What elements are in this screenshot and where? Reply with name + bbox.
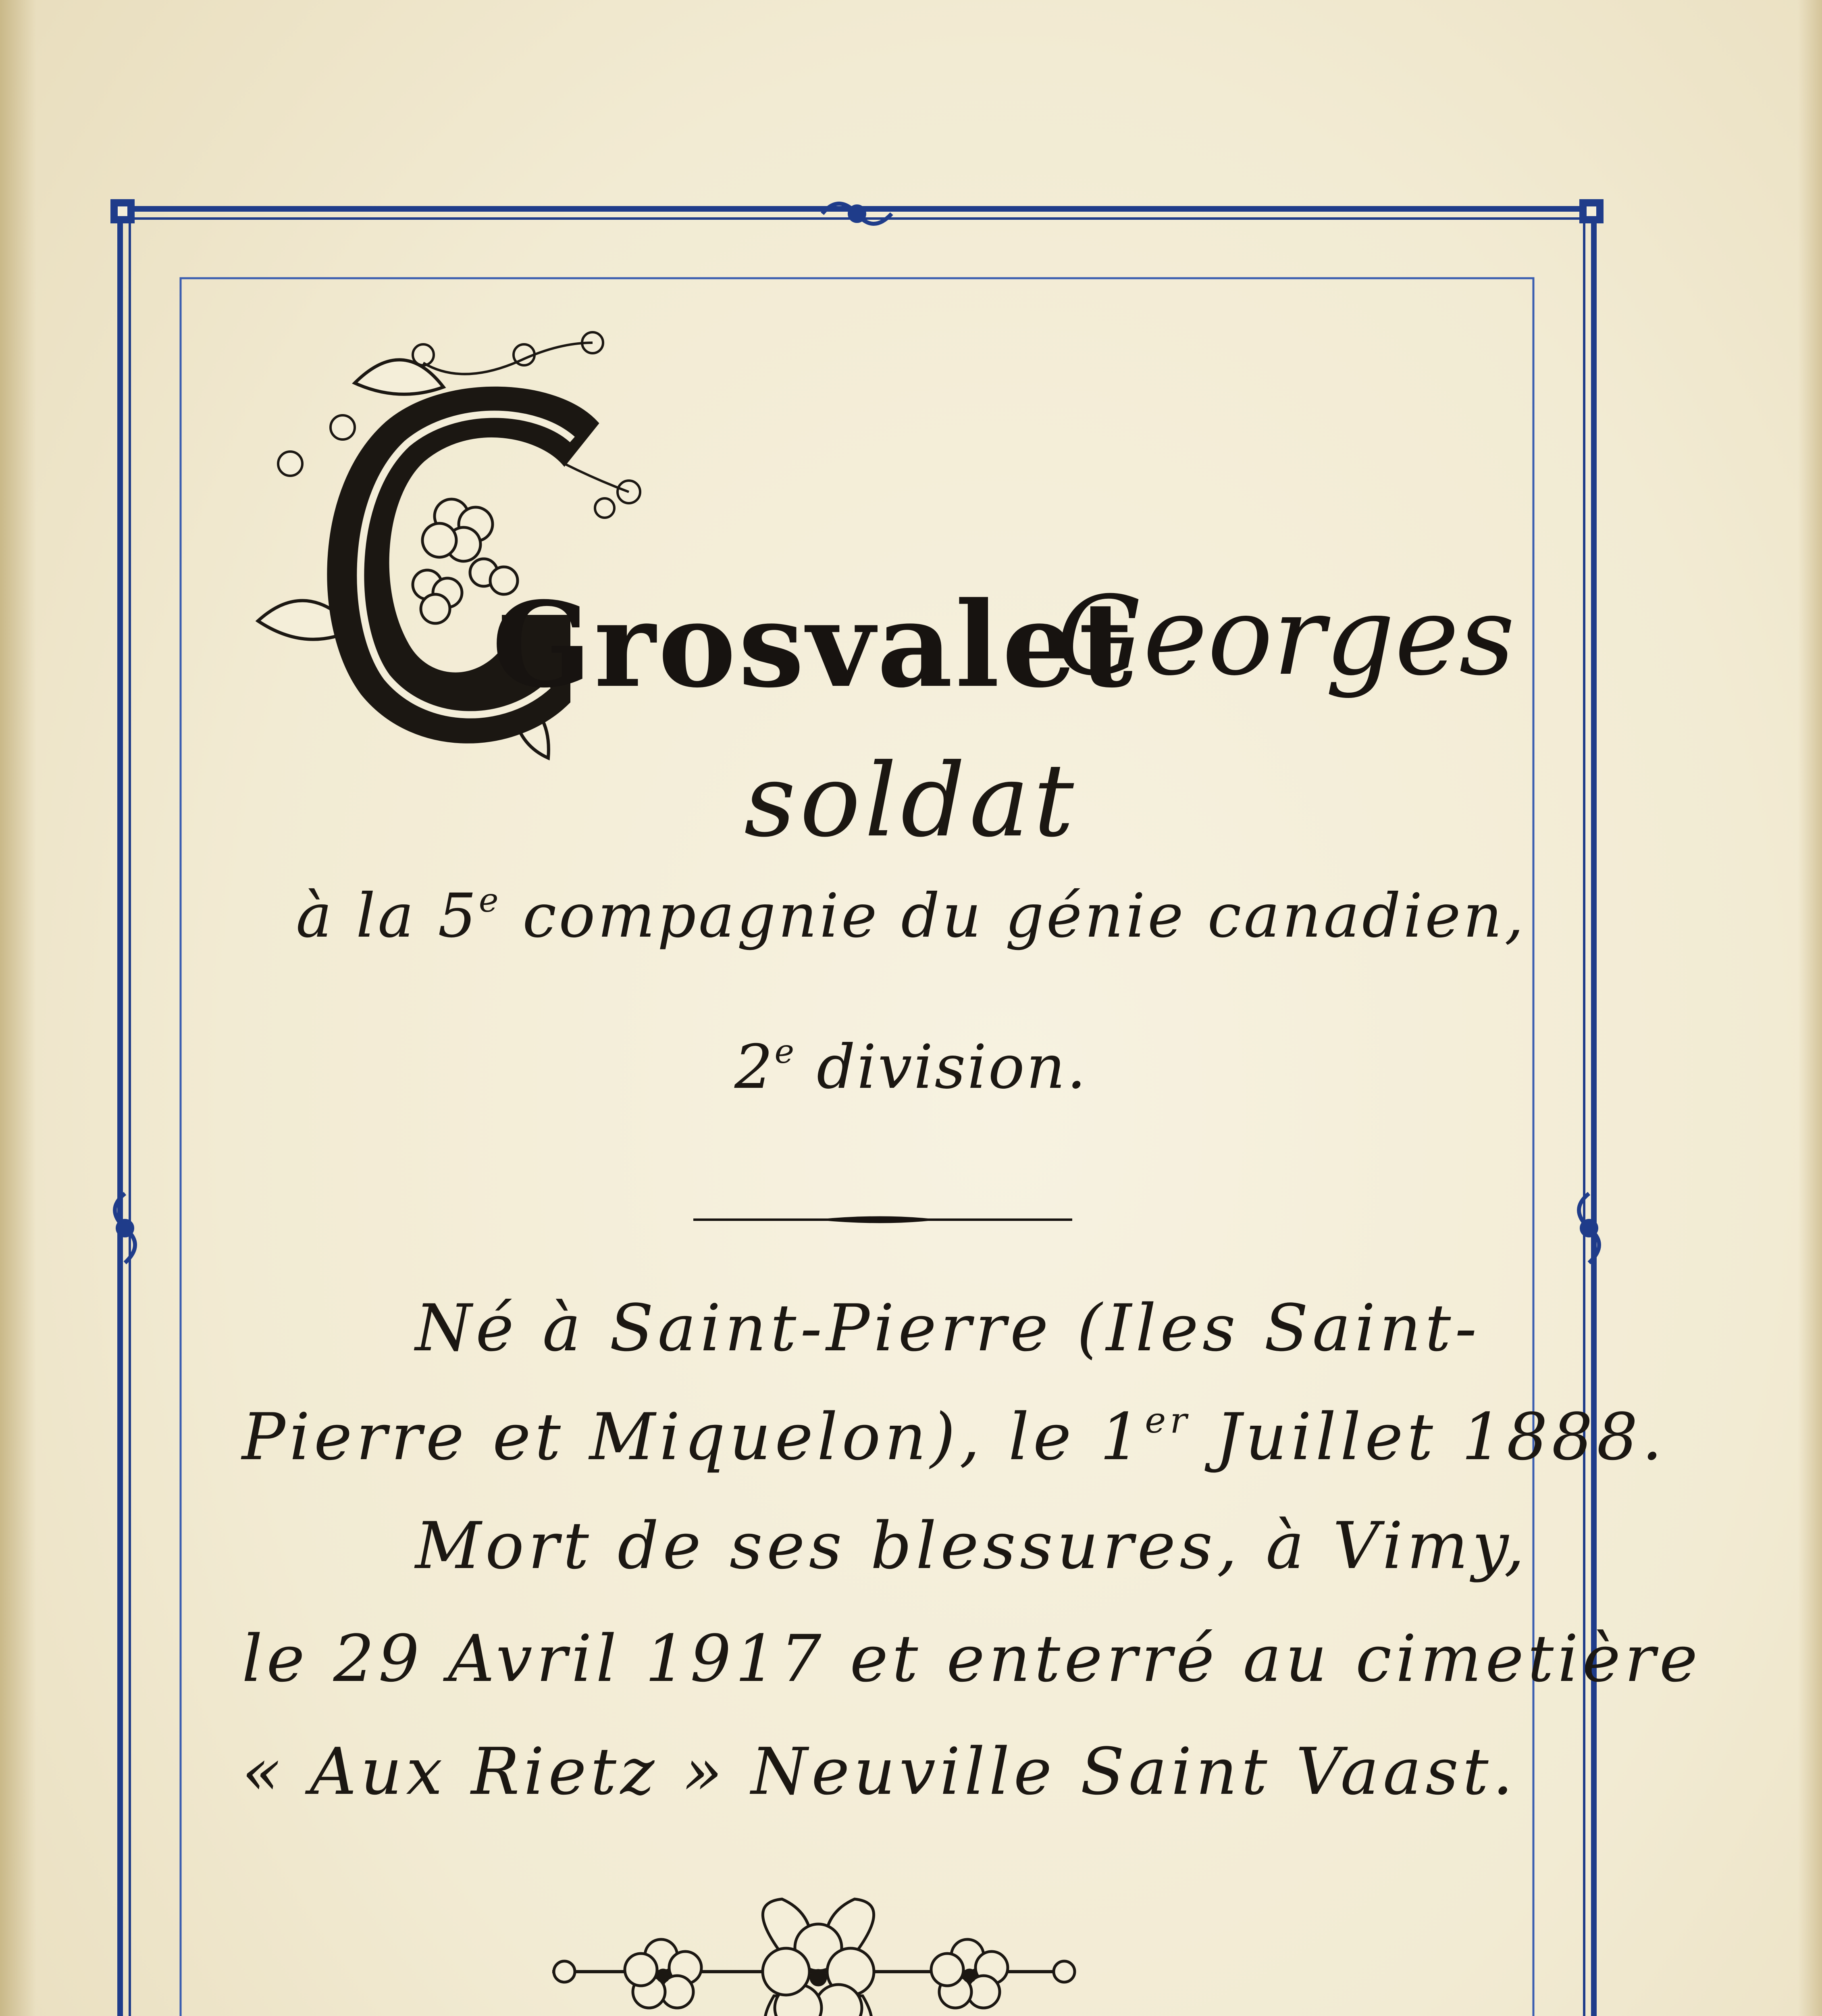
- unit-ordinal: e: [478, 881, 501, 920]
- death-line-3: « Aux Rietz » Neuville Saint Vaast.: [242, 1734, 1517, 1809]
- birth-line-2: [242, 1399, 1666, 1475]
- surname: Grosvalet: [492, 577, 1136, 714]
- separator-rule: [693, 1216, 1072, 1223]
- unit-prefix: à la 5: [296, 881, 479, 951]
- birth-line-1: Né à Saint-Pierre (Iles Saint-: [415, 1290, 1481, 1366]
- birth-line-2-prefix: Pierre et Miquelon), le 1: [242, 1399, 1145, 1475]
- birth-line-2-suffix: Juillet 1888.: [1191, 1399, 1666, 1475]
- division-ordinal: e: [774, 1032, 796, 1071]
- death-line-2: le 29 Avril 1917 et enterré au cimetière: [242, 1621, 1702, 1696]
- unit-line: [0, 881, 1822, 951]
- first-name: Georges: [1056, 573, 1515, 700]
- death-line-1: Mort de ses blessures, à Vimy,: [415, 1508, 1529, 1583]
- floral-ornament-icon: [552, 1899, 1075, 2016]
- division-suffix: division.: [796, 1032, 1088, 1102]
- division-number: 2: [734, 1032, 775, 1102]
- unit-suffix: compagnie du génie canadien,: [501, 881, 1526, 951]
- rank: soldat: [744, 742, 1078, 859]
- birth-day-ordinal: er: [1145, 1400, 1191, 1441]
- division-line: [0, 1032, 1822, 1102]
